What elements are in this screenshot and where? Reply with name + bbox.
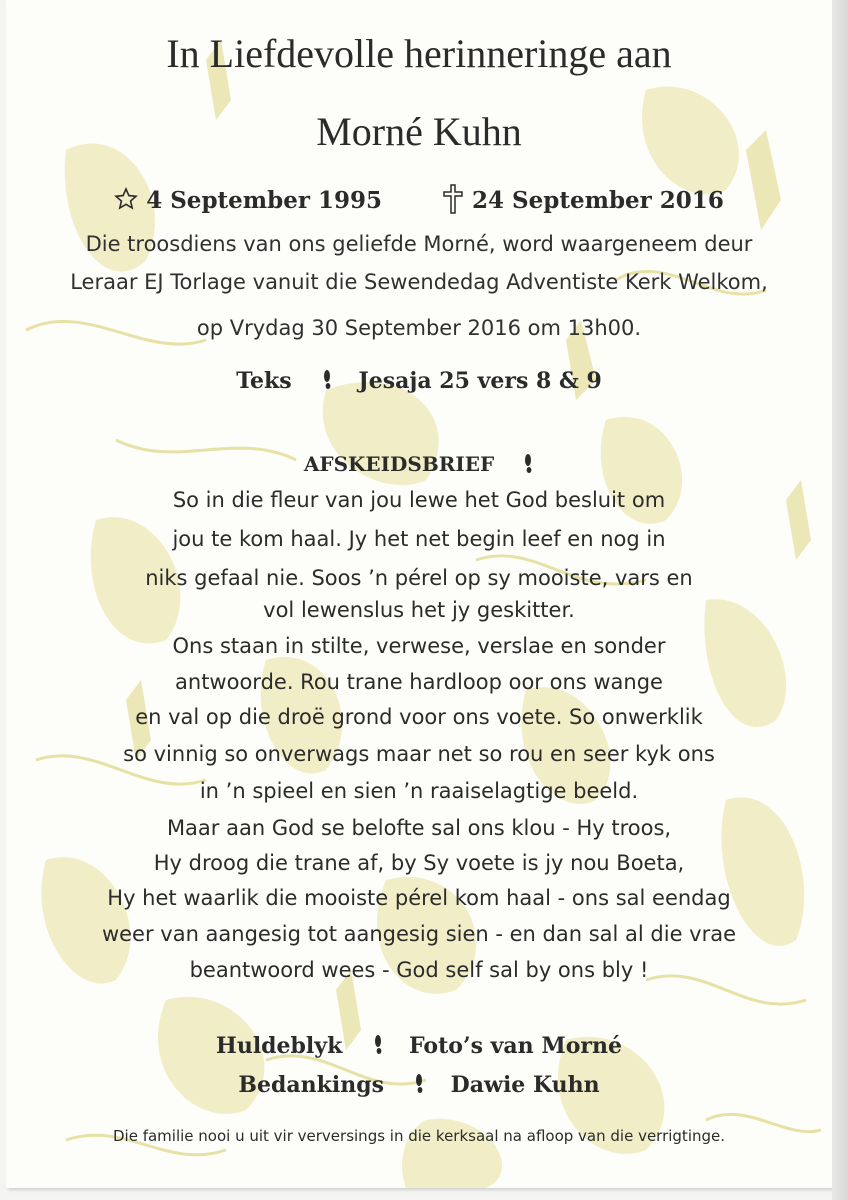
deceased-name: Morné Kuhn [316, 109, 522, 154]
program-item [6, 1072, 832, 1100]
heading-line: In Liefdevolle herinneringe aan [166, 31, 672, 76]
footprint-icon [522, 452, 534, 479]
poem-line: vol lewenslus het jy geskitter. [263, 598, 575, 622]
farewell-heading [6, 452, 832, 479]
service-line-1: Die troosdiens van ons geliefde Morné, word waargeneem deur [85, 232, 753, 256]
memorial-card [6, 0, 832, 1188]
service-line-2: Leraar EJ Torlage vanuit die Sewendedag Adventiste Kerk Welkom, [70, 270, 768, 294]
program-item [6, 1033, 832, 1061]
star-outline-icon [114, 187, 138, 217]
poem-line: antwoorde. Rou trane hardloop oor ons wange [175, 670, 663, 694]
program-item-person: Foto’s van Morné [409, 1033, 622, 1059]
footprint-icon [372, 1033, 384, 1061]
farewell-title: AFSKEIDSBRIEF [303, 452, 495, 476]
footprint-icon [413, 1072, 425, 1100]
poem-line: niks gefaal nie. Soos ’n pérel op sy mooiste, vars en [145, 566, 693, 590]
poem-line: weer van aangesig tot aangesig sien - en dan sal al die vrae [101, 922, 737, 946]
poem-line: So in die fleur van jou lewe het God besluit om [172, 488, 666, 512]
poem-line: Hy droog die trane af, by Sy voete is jy nou Boeta, [153, 851, 685, 875]
poem-line: jou te kom haal. Jy het net begin leef en nog in [172, 527, 666, 551]
scan-edge [832, 0, 848, 1200]
program-item-label: Bedankings [238, 1072, 384, 1098]
poem-line: beantwoord wees - God self sal by ons bly ! [189, 958, 649, 982]
teks-label: Teks [236, 368, 292, 394]
program-item-person: Dawie Kuhn [450, 1072, 600, 1098]
program-item-label: Huldeblyk [216, 1033, 343, 1059]
poem-line: Maar aan God se belofte sal ons klou - Hy troos, [166, 816, 672, 840]
refreshments-note: Die familie nooi u uit vir verversings in die kerksaal na afloop van die verrigtinge. [112, 1127, 726, 1145]
poem-line: Ons staan in stilte, verwese, verslae en sonder [172, 634, 666, 658]
scripture-reference [6, 368, 832, 396]
teks-value: Jesaja 25 vers 8 & 9 [358, 368, 602, 394]
service-line-3: op Vrydag 30 September 2016 om 13h00. [196, 316, 642, 340]
birth-date: 4 September 1995 [146, 187, 382, 214]
footprint-icon [321, 368, 333, 396]
poem-line: so vinnig so onverwags maar net so rou en seer kyk ons [123, 742, 715, 766]
life-dates [6, 184, 832, 220]
poem-line: en val op die droë grond voor ons voete. So onwerklik [135, 705, 703, 729]
cross-icon [442, 184, 464, 220]
poem-line: Hy het waarlik die mooiste pérel kom haal - ons sal eendag [107, 886, 731, 910]
death-date: 24 September 2016 [472, 187, 724, 214]
poem-line: in ’n spieel en sien ’n raaiselagtige beeld. [199, 779, 639, 803]
